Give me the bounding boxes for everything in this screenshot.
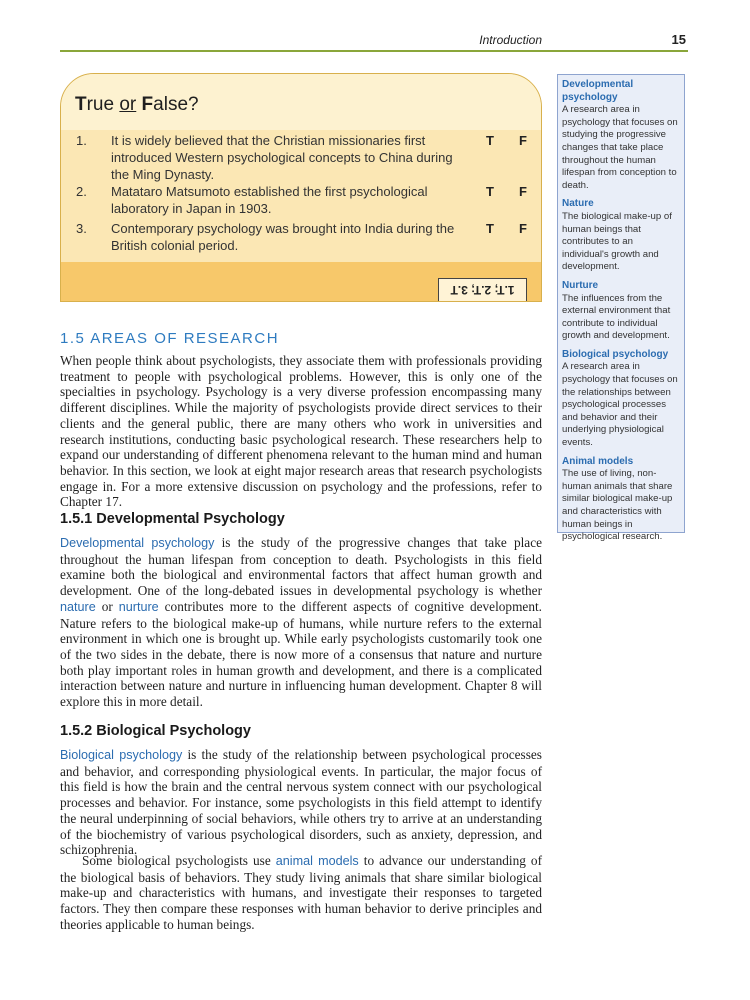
subsection-paragraph: Some biological psychologists use animal models to advance our understanding of the biological basis of behaviors. They study living animals that share similar biological make-up and characteristics with humans, and investigate their responses to targeted factors. They then compare these responses with human behavior to derive principles and theories applicable to human beings. bbox=[60, 853, 542, 932]
keyword-link: animal models bbox=[275, 854, 359, 868]
true-option: T bbox=[486, 184, 494, 199]
keyword-link: nature bbox=[60, 599, 96, 614]
keyword-link: Developmental psychology bbox=[60, 536, 215, 550]
page-number: 15 bbox=[671, 32, 686, 47]
glossary-term: Biological psychology bbox=[562, 348, 669, 360]
glossary-definition: A research area in psychology that focuses on the relationships between psychological processes and behavior and their underlying physiological events. bbox=[562, 361, 678, 449]
subsection-paragraph: Developmental psychology is the study of the progressive changes that take place throughout the human lifespan from conception to death. Psychologists in this field examine both the biological and environmental factors that affect human growth and development. One of the long-debated issues in developmental psychology is whether nature or nurture contributes more to the different aspects of cognitive development. Nature refers to the biological make-up of humans, while nurture refers to the external environment in which one is brought up. While early psychologists customarily took one of the two sides in the debate, there is now more of a consensus that nature and nurture both play important roles in human growth and development, and there is a complicated interaction between nature and nurture in influencing human development. Chapter 8 will explore this in more detail. bbox=[60, 535, 543, 710]
true-option: T bbox=[486, 133, 494, 148]
false-option: F bbox=[519, 133, 527, 148]
glossary-term: Animal models bbox=[562, 455, 634, 467]
subsection-paragraph: Biological psychology is the study of the relationship between psychological processes and behavior, and corresponding physiological events. In particular, the major focus of this field is how the brain and the central nervous system connect with our psychological processes and behavior. For instance, some psychologists in this field attempt to identify the neural underpinning of social behaviors, while others try to arrive at an understanding of the biochemistry of various psychological disorders, such as anxiety, depression, and schizophrenia. bbox=[60, 747, 542, 858]
glossary-term: Developmental psychology bbox=[562, 79, 634, 103]
false-option: F bbox=[519, 221, 527, 236]
upside-down-answer-key: 1.T; 2.T; 3.T bbox=[438, 278, 527, 302]
true-option: T bbox=[486, 221, 494, 236]
true-false-box: True or False? 1. It is widely believed that the Christian missionaries first introduced Western psychological concepts to China during the Ming Dynasty. T F 2. Matataro Matsumoto established the first psychological laboratory in Japan in 1903. T F 3. Contemporary psychology was brought into India during the British colonial period. T F 1.T; 2.T; 3.T bbox=[60, 73, 542, 302]
false-option: F bbox=[519, 184, 527, 199]
header-rule bbox=[60, 50, 688, 52]
glossary-sidebar bbox=[557, 74, 685, 543]
glossary-term: Nature bbox=[562, 198, 594, 210]
running-head: Introduction bbox=[479, 33, 542, 47]
section-paragraph: When people think about psychologists, they associate them with professionals providing treatment to people with psychological problems. However, this is only one of the specialties in psychology. Psychology is a very diverse profession encompassing many different disciplines. While the majority of psychologists provide direct services to their clients and the general public, there are many others who work in universities and research institutions, conducting basic psychological research. These researchers help to expand our understanding of different phenomena relevant to the human mind and human behavior. In this section, we look at eight major research areas that research psychologists engage in. For a more extensive discussion on psychology and the professions, refer to Chapter 17. bbox=[60, 353, 542, 510]
glossary-definition: The use of living, non-human animals that share similar biological make-up and characteristics with human beings in psychological research. bbox=[562, 468, 673, 543]
keyword-link: Biological psychology bbox=[60, 748, 183, 762]
keyword-link: nurture bbox=[118, 599, 159, 614]
glossary-term: Nurture bbox=[562, 279, 599, 291]
subsection-heading: 1.5.2 Biological Psychology bbox=[60, 723, 251, 739]
glossary-definition: The biological make-up of human beings that contributes to an individual's growth and development. bbox=[562, 210, 672, 273]
true-false-title: True or False? bbox=[75, 94, 199, 115]
subsection-heading: 1.5.1 Developmental Psychology bbox=[60, 511, 285, 527]
glossary-definition: A research area in psychology that focuses on studying the progressive changes that take place throughout the human lifespan from conception to death. bbox=[562, 104, 678, 191]
glossary-definition: The influences from the external environment that contribute to individual growth and development. bbox=[562, 292, 671, 342]
section-heading: 1.5 AREAS OF RESEARCH bbox=[60, 330, 280, 347]
